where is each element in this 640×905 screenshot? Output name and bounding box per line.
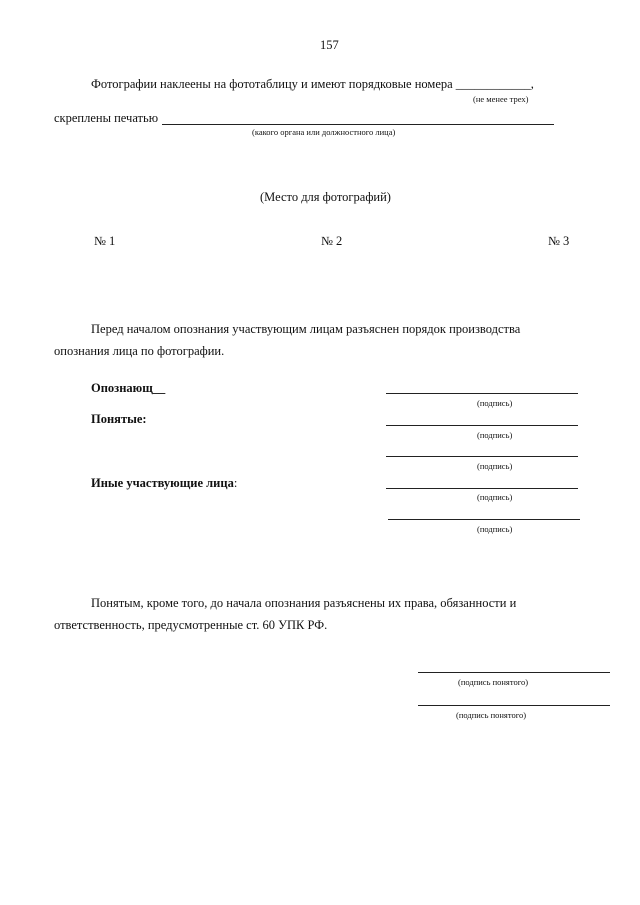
place-for-photos: (Место для фотографий)	[260, 190, 391, 204]
other-participants-text: Иные участвующие лица	[91, 476, 234, 490]
identifier-label: Опознающ__	[91, 381, 166, 395]
signature-hint: (подпись)	[477, 461, 513, 471]
photos-statement	[91, 77, 534, 92]
witness-final-signature-line	[418, 705, 610, 706]
photos-comma: ,	[530, 77, 534, 91]
witnesses-label: Понятые:	[91, 412, 147, 426]
hint-organ: (какого органа или должностного лица)	[252, 127, 396, 137]
seal-line	[162, 124, 554, 125]
participant-signature-line	[388, 519, 580, 520]
witness-signature-hint: (подпись понятого)	[456, 710, 527, 720]
witness-signature-hint: (подпись понятого)	[458, 677, 529, 687]
sealed-label: скреплены печатью	[54, 111, 159, 125]
other-participants-colon: :	[233, 476, 238, 490]
signature-hint: (подпись)	[477, 524, 513, 534]
photo-number-3: № 3	[548, 234, 570, 248]
signature-hint: (подпись)	[477, 430, 513, 440]
photo-number-1: № 1	[94, 234, 116, 248]
rights-line-2: ответственность, предусмотренные ст. 60 УПК РФ.	[54, 618, 328, 632]
explained-line-2: опознания лица по фотографии.	[54, 344, 225, 358]
signature-hint: (подпись)	[477, 492, 513, 502]
photos-number-blank: ____________	[455, 77, 531, 91]
page-number: 157	[320, 38, 339, 52]
participant-signature-line	[386, 488, 578, 489]
signature-hint: (подпись)	[477, 398, 513, 408]
photo-number-2: № 2	[321, 234, 343, 248]
photos-statement-text: Фотографии наклеены на фототаблицу и имеют порядковые номера	[91, 77, 456, 91]
other-participants-label	[91, 476, 237, 491]
explained-line-1: Перед началом опознания участвующим лицам разъяснен порядок производства	[91, 322, 521, 336]
witness-final-signature-line	[418, 672, 610, 673]
hint-not-less-than-three: (не менее трех)	[473, 94, 529, 104]
witness-signature-line	[386, 456, 578, 457]
rights-line-1: Понятым, кроме того, до начала опознания разъяснены их права, обязанности и	[91, 596, 517, 610]
identifier-signature-line	[386, 393, 578, 394]
witness-signature-line	[386, 425, 578, 426]
